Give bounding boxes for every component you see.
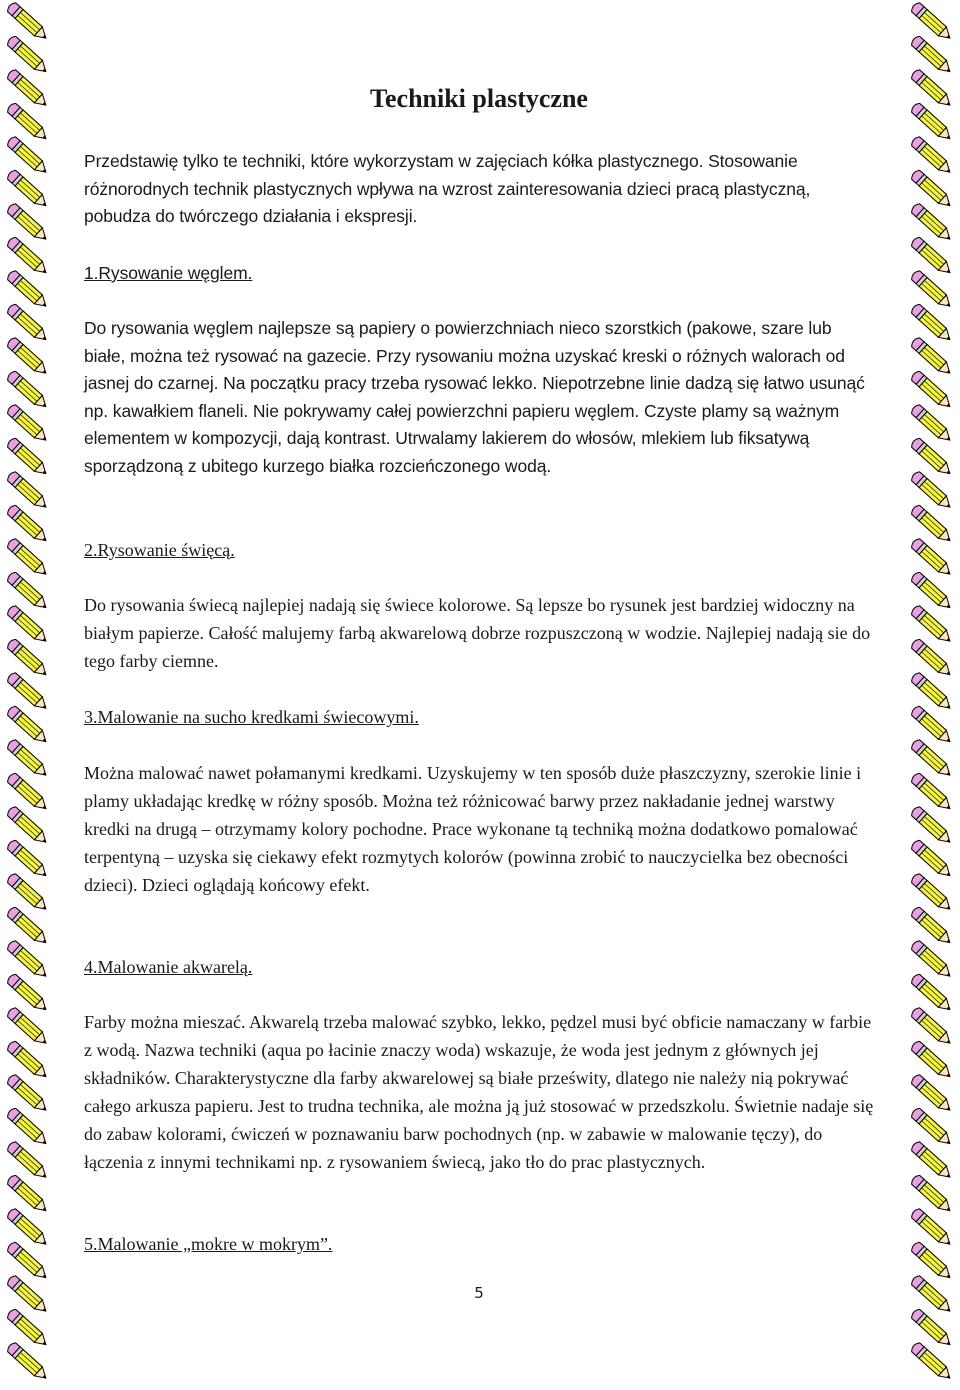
pencil-icon [6,1140,50,1181]
pencil-icon [6,939,50,980]
pencil-icon [910,102,954,143]
section-4-heading: 4.Malowanie akwarelą. [84,957,253,977]
pencil-icon [6,1174,50,1215]
pencil-icon [910,336,954,377]
pencil-icon [910,169,954,210]
pencil-icon [910,1241,954,1282]
pencil-icon [910,236,954,277]
pencil-icon [910,370,954,411]
pencil-icon [910,705,954,746]
pencil-icon [910,772,954,813]
pencil-icon [6,504,50,545]
section-3-heading: 3.Malowanie na sucho kredkami świecowymi. [84,707,419,727]
pencil-icon [6,738,50,779]
pencil-icon [6,671,50,712]
pencil-icon [910,1073,954,1114]
pencil-icon [910,638,954,679]
pencil-icon [6,973,50,1014]
pencil-icon [910,35,954,76]
pencil-icon [910,839,954,880]
pencil-icon [910,671,954,712]
pencil-icon [910,1140,954,1181]
section-2-body: Do rysowania świecą najlepiej nadają się świece kolorowe. Są lepsze bo rysunek jest bardziej widoczny na białym papierze. Całość malujemy farbą akwarelową dobrze rozpuszczoną w wodzie. Najlepiej nadają sie do tego farby ciemne. [84,595,871,671]
pencil-icon [910,1274,954,1315]
pencil-icon [6,202,50,243]
pencil-icon [910,403,954,444]
pencil-icon [910,135,954,176]
pencil-icon [6,1308,50,1349]
pencil-icon [910,805,954,846]
pencil-icon [6,1274,50,1315]
pencil-icon [6,1241,50,1282]
pencil-icon [6,269,50,310]
pencil-icon [6,1107,50,1148]
pencil-icon [6,303,50,344]
document-page [84,0,874,1390]
section-4-body: Farby można mieszać. Akwarelą trzeba malować szybko, lekko, pędzel musi być obficie namaczany w farbie z wodą. Nazwa techniki (aqua po łacinie znaczy woda) wskazuje, że woda jest jednym z głównych jej składników. Charakterystyczne dla farby akwarelowej są białe prześwity, dlatego nie należy nią pokrywać całego arkusza papieru. Jest to trudna technika, ale można ją już stosować w przedszkolu. Świetnie nadaje się do zabaw kolorami, ćwiczeń w poznawaniu barw pochodnych (np. w zabawie w malowanie tęczy), do łączenia z innymi technikami np. z rysowaniem świecą, jako tło do prac plastycznych. [84,1012,874,1172]
pencil-icon [910,1174,954,1215]
pencil-icon [6,1073,50,1114]
pencil-icon [6,35,50,76]
pencil-icon [910,906,954,947]
pencil-icon [910,738,954,779]
pencil-icon [910,1308,954,1349]
pencil-icon [910,1341,954,1382]
pencil-icon [6,839,50,880]
pencil-icon [910,939,954,980]
pencil-icon [6,470,50,511]
pencil-icon [6,805,50,846]
pencil-icon [910,604,954,645]
pencil-icon [910,571,954,612]
section-1-heading: 1.Rysowanie węglem. [84,263,253,283]
pencil-icon [6,336,50,377]
pencil-icon [6,1207,50,1248]
section-5-heading: 5.Malowanie „mokre w mokrym”. [84,1234,333,1254]
pencil-icon [910,537,954,578]
section-2-heading: 2.Rysowanie święcą. [84,540,235,560]
pencil-icon [6,102,50,143]
pencil-icon [910,1107,954,1148]
pencil-icon [6,571,50,612]
pencil-icon [910,202,954,243]
pencil-icon [6,403,50,444]
pencil-icon [910,437,954,478]
pencil-icon [6,1040,50,1081]
pencil-icon [6,638,50,679]
pencil-icon [6,236,50,277]
pencil-icon [6,1341,50,1382]
pencil-icon [910,470,954,511]
pencil-icon [6,906,50,947]
pencil-icon [6,169,50,210]
pencil-icon [910,1040,954,1081]
pencil-icon [910,504,954,545]
pencil-icon [910,1207,954,1248]
pencil-icon [6,872,50,913]
pencil-icon [910,1,954,42]
page-number: 5 [474,1284,484,1302]
pencil-icon [910,973,954,1014]
section-3-body: Można malować nawet połamanymi kredkami. Uzyskujemy w ten sposób duże płaszczyzny, szerokie linie i plamy układając kredkę w różny sposób. Można też różnicować barwy przez nakładanie jednej warstwy kredki na drugą – otrzymamy kolory pochodne. Prace wykonane tą techniką można dodatkowo pomalować terpentyną – uzyska się ciekawy efekt rozmytych kolorów (powinna zrobić to nauczycielka bez obecności dzieci). Dzieci oglądają końcowy efekt. [84,763,862,895]
pencil-icon [910,269,954,310]
pencil-icon [6,1,50,42]
section-1-body: Do rysowania węglem najlepsze są papiery o powierzchniach nieco szorstkich (pakowe, szare lub białe, można też rysować na gazecie. Przy rysowaniu można uzyskać kreski o różnych walorach od jasnej do czarnej. Na początku pracy trzeba rysować lekko. Niepotrzebne linie dadzą się łatwo usunąć np. kawałkiem flaneli. Nie pokrywamy całej powierzchni papieru węglem. Czyste plamy są ważnym elementem w kompozycji, dają kontrast. Utrwalamy lakierem do włosów, mlekiem lub fiksatywą sporządzoną z ubitego kurzego białka rozcieńczonego wodą. [84,318,865,476]
pencil-icon [6,135,50,176]
pencil-icon [6,68,50,109]
pencil-icon [910,872,954,913]
pencil-icon [910,1006,954,1047]
page-title: Techniki plastyczne [370,84,588,113]
pencil-icon [910,68,954,109]
pencil-icon [6,437,50,478]
pencil-icon [910,303,954,344]
pencil-icon [6,537,50,578]
pencil-icon [6,772,50,813]
intro-paragraph: Przedstawię tylko te techniki, które wykorzystam w zajęciach kółka plastycznego. Stosowanie różnorodnych technik plastycznych wpływa na wzrost zainteresowania dzieci pracą plastyczną, pobudza do twórczego działania i ekspresji. [84,151,811,226]
pencil-icon [6,604,50,645]
pencil-icon [6,370,50,411]
pencil-icon [6,705,50,746]
pencil-icon [6,1006,50,1047]
